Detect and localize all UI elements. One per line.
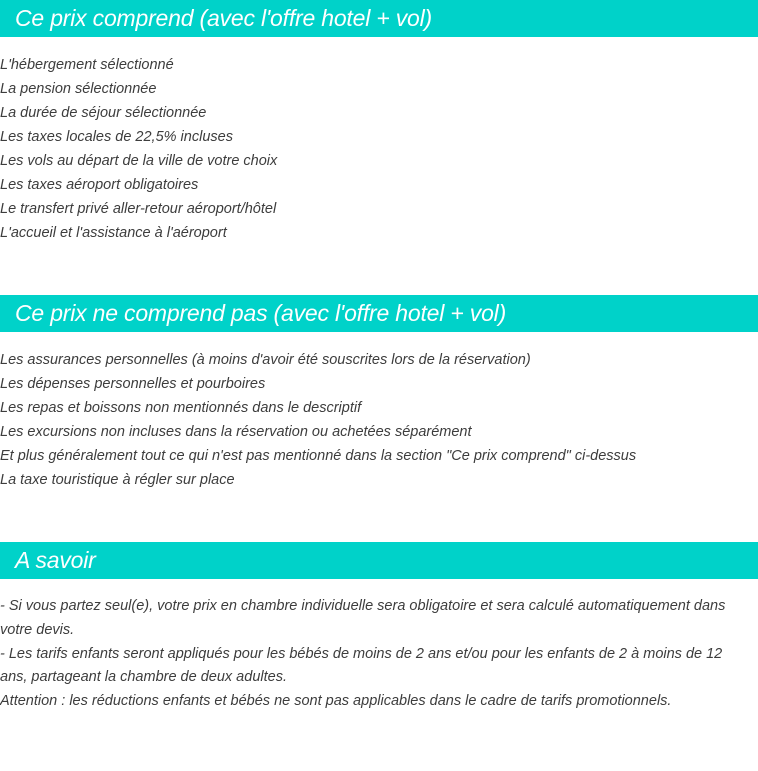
list-item: La durée de séjour sélectionnée [0,105,207,121]
list-item: La pension sélectionnée [0,81,157,97]
note-paragraph: - Les tarifs enfants seront appliqués pour les bébés de moins de 2 ans et/ou pour les enfants de 2 à moins de 12 ans, partageant la chambre de deux adultes. [0,645,723,686]
list-item: Les dépenses personnelles et pourboires [0,376,266,392]
list-item: Les taxes aéroport obligatoires [0,177,199,193]
list-item: L'accueil et l'assistance à l'aéroport [0,225,227,241]
a-savoir-notes [0,595,752,714]
list-item: L'hébergement sélectionné [0,57,174,73]
list-item: Les excursions non incluses dans la réservation ou achetées séparément [0,424,472,440]
section-heading-included: Ce prix comprend (avec l'offre hotel + vol) [0,0,758,37]
included-list [0,53,758,245]
note-paragraph: Attention : les réductions enfants et bébés ne sont pas applicables dans le cadre de tarifs promotionnels. [0,693,672,710]
list-item: Les repas et boissons non mentionnés dans le descriptif [0,400,362,416]
list-item: La taxe touristique à régler sur place [0,472,235,488]
list-item: Les taxes locales de 22,5% incluses [0,129,233,145]
list-item: Les assurances personnelles (à moins d'avoir été souscrites lors de la réservation) [0,352,531,368]
list-item: Les vols au départ de la ville de votre choix [0,153,278,169]
list-item: Le transfert privé aller-retour aéroport/hôtel [0,201,277,217]
list-item: Et plus généralement tout ce qui n'est pas mentionné dans la section "Ce prix comprend" ci-dessus [0,448,637,464]
not-included-list [0,348,758,492]
note-paragraph: - Si vous partez seul(e), votre prix en chambre individuelle sera obligatoire et sera calculé automatiquement dans votre devis. [0,598,726,638]
section-heading-not-included: Ce prix ne comprend pas (avec l'offre hotel + vol) [0,295,758,332]
section-heading-a-savoir: A savoir [0,542,758,579]
